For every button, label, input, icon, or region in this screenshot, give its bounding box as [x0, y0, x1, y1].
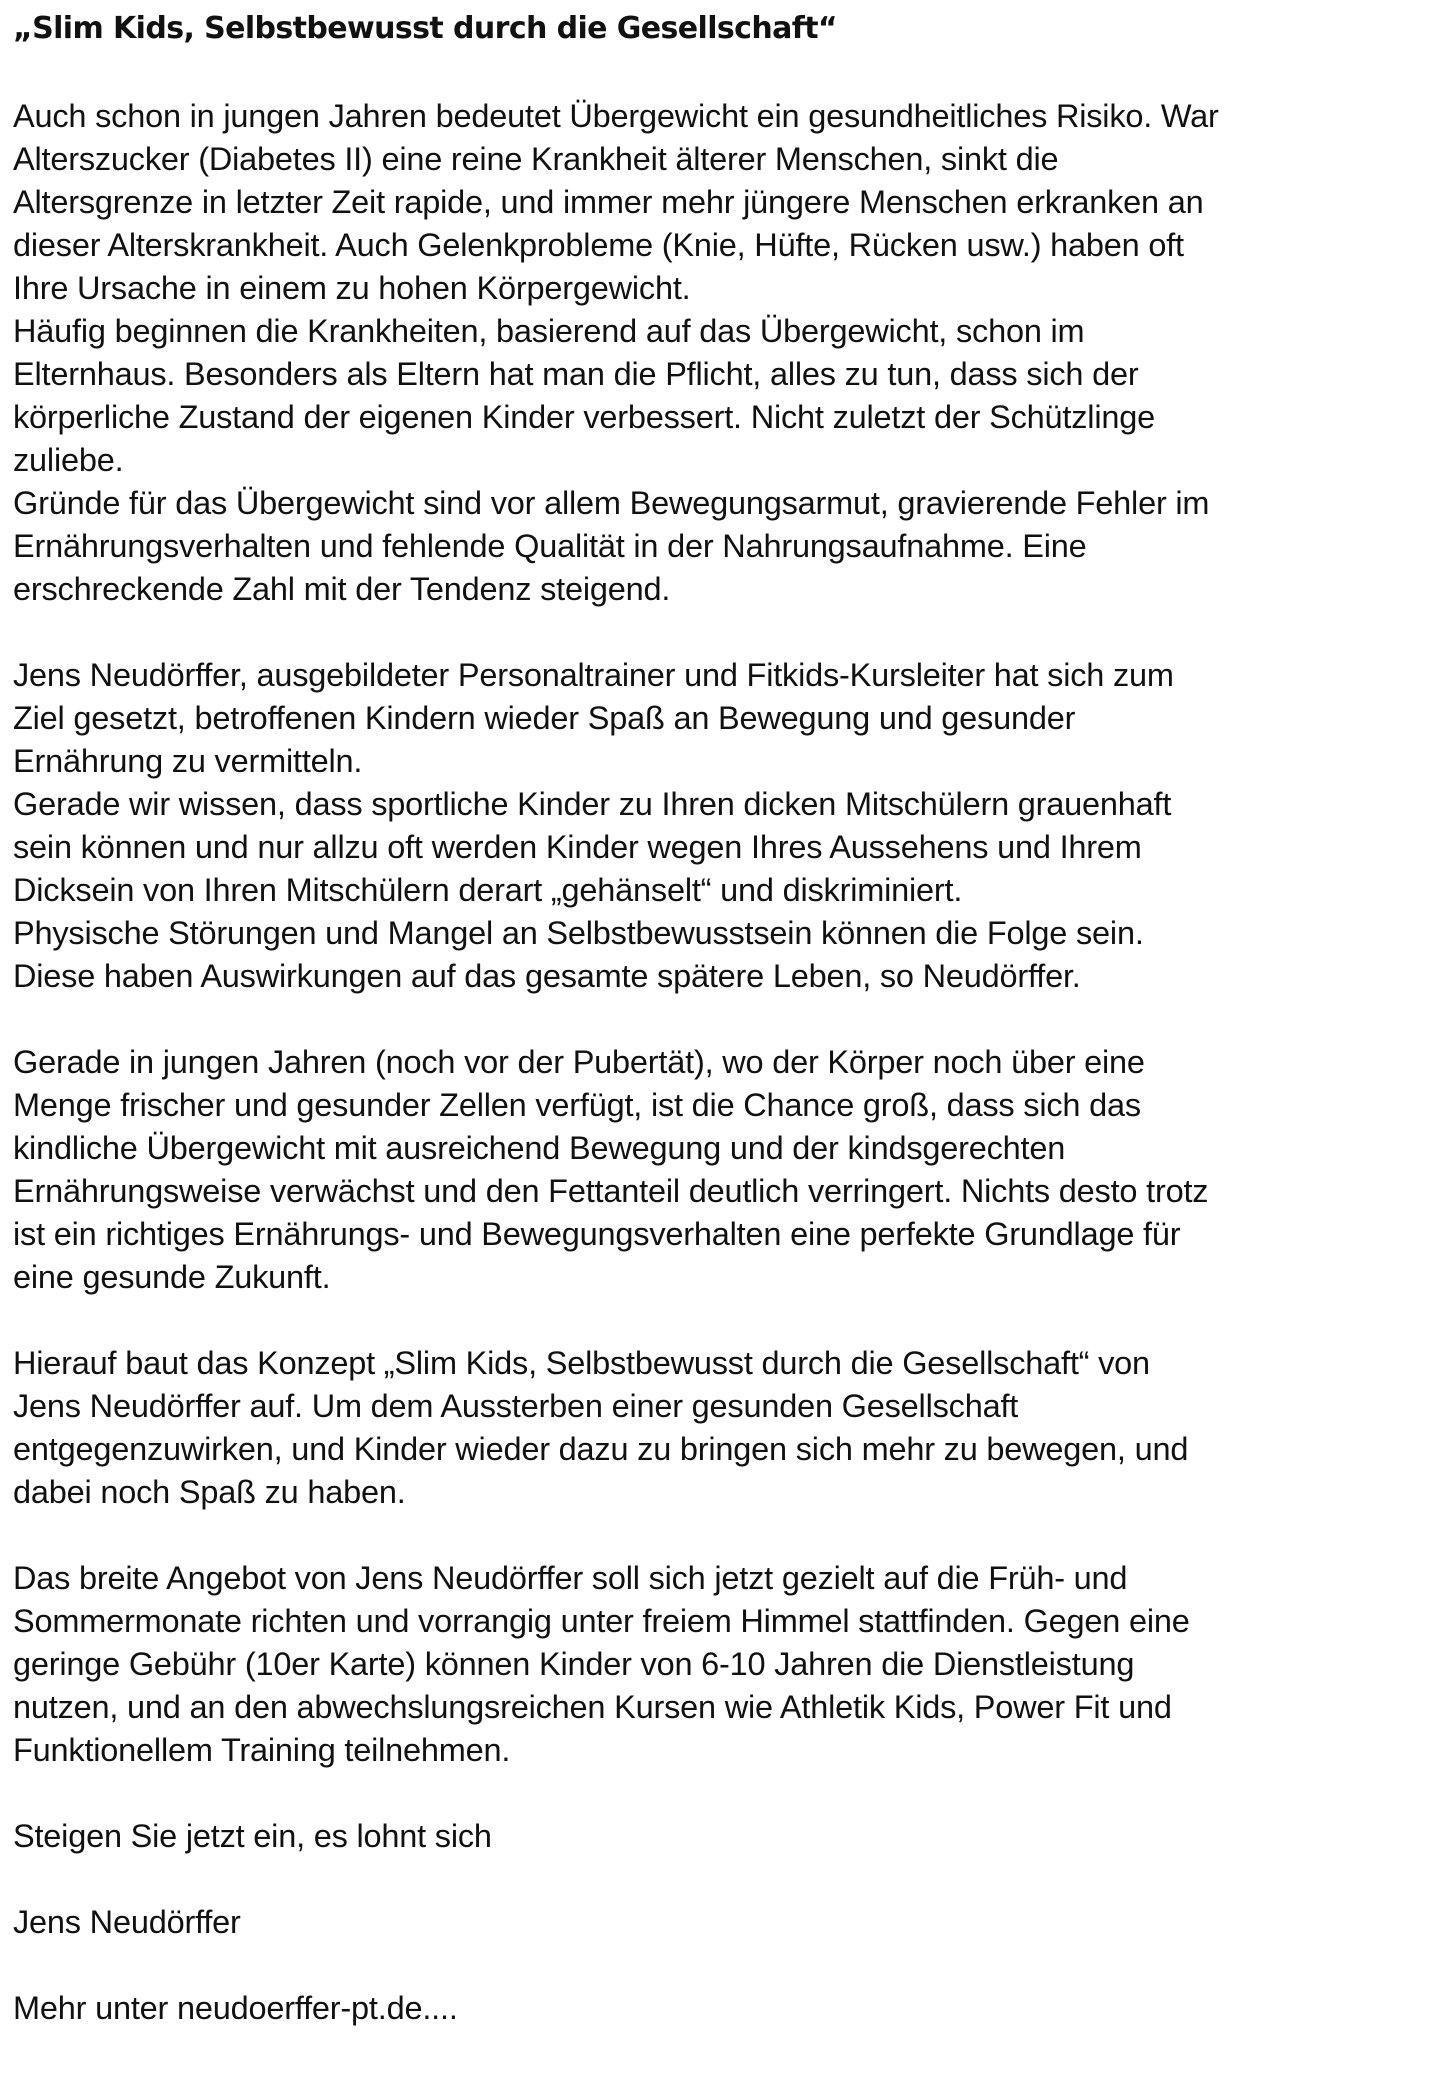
text-line: Steigen Sie jetzt ein, es lohnt sich	[13, 1818, 492, 1854]
text-line: Ziel gesetzt, betroffenen Kindern wieder Spaß an Bewegung und gesunder	[13, 700, 1076, 736]
text-line: Altersgrenze in letzter Zeit rapide, und immer mehr jüngere Menschen erkranken an	[13, 184, 1204, 220]
paragraph-concept	[13, 1342, 1423, 1514]
paragraph-signature	[13, 1901, 1423, 1944]
text-line: Jens Neudörffer auf. Um dem Aussterben einer gesunden Gesellschaft	[13, 1388, 1019, 1424]
text-line: Ernährung zu vermitteln.	[13, 743, 363, 779]
paragraph-young-years	[13, 1041, 1423, 1299]
text-line: Funktionellem Training teilnehmen.	[13, 1732, 511, 1768]
text-line: Häufig beginnen die Krankheiten, basierend auf das Übergewicht, schon im	[13, 313, 1085, 349]
text-line: eine gesunde Zukunft.	[13, 1259, 331, 1295]
text-line: Gerade wir wissen, dass sportliche Kinder zu Ihren dicken Mitschülern grauenhaft	[13, 786, 1172, 822]
text-line: sein können und nur allzu oft werden Kinder wegen Ihres Aussehens und Ihrem	[13, 829, 1142, 865]
text-line: kindliche Übergewicht mit ausreichend Bewegung und der kindsgerechten	[13, 1130, 1066, 1166]
text-line: Jens Neudörffer, ausgebildeter Personaltrainer und Fitkids-Kursleiter hat sich zum	[13, 657, 1174, 693]
text-line: Jens Neudörffer	[13, 1904, 241, 1940]
text-line: Das breite Angebot von Jens Neudörffer soll sich jetzt gezielt auf die Früh- und	[13, 1560, 1128, 1596]
document-title: „Slim Kids, Selbstbewusst durch die Gesellschaft“	[13, 11, 838, 46]
text-line: dabei noch Spaß zu haben.	[13, 1474, 406, 1510]
text-line: zuliebe.	[13, 442, 124, 478]
text-line: Gründe für das Übergewicht sind vor allem Bewegungsarmut, gravierende Fehler im	[13, 485, 1210, 521]
text-line: geringe Gebühr (10er Karte) können Kinder von 6-10 Jahren die Dienstleistung	[13, 1646, 1135, 1682]
text-line: Hierauf baut das Konzept „Slim Kids, Selbstbewusst durch die Gesellschaft“ von	[13, 1345, 1150, 1381]
paragraph-call-to-action	[13, 1815, 1423, 1858]
text-line: Mehr unter neudoerffer-pt.de....	[13, 1990, 458, 2026]
text-line: Ihre Ursache in einem zu hohen Körpergewicht.	[13, 270, 691, 306]
text-line: Menge frischer und gesunder Zellen verfügt, ist die Chance groß, dass sich das	[13, 1087, 1141, 1123]
text-line: dieser Alterskrankheit. Auch Gelenkprobleme (Knie, Hüfte, Rücken usw.) haben oft	[13, 227, 1184, 263]
text-line: Elternhaus. Besonders als Eltern hat man die Pflicht, alles zu tun, dass sich der	[13, 356, 1139, 392]
document-body	[13, 95, 1423, 2073]
paragraph-trainer-goal	[13, 654, 1423, 998]
text-line: Diese haben Auswirkungen auf das gesamte spätere Leben, so Neudörffer.	[13, 958, 1081, 994]
paragraph-offer	[13, 1557, 1423, 1772]
text-line: nutzen, und an den abwechslungsreichen Kursen wie Athletik Kids, Power Fit und	[13, 1689, 1172, 1725]
text-line: erschreckende Zahl mit der Tendenz steigend.	[13, 571, 671, 607]
text-line: Ernährungsverhalten und fehlende Qualität in der Nahrungsaufnahme. Eine	[13, 528, 1087, 564]
text-line: Ernährungsweise verwächst und den Fettanteil deutlich verringert. Nichts desto trotz	[13, 1173, 1209, 1209]
text-line: Sommermonate richten und vorrangig unter freiem Himmel stattfinden. Gegen eine	[13, 1603, 1190, 1639]
text-line: Gerade in jungen Jahren (noch vor der Pubertät), wo der Körper noch über eine	[13, 1044, 1145, 1080]
text-line: ist ein richtiges Ernährungs- und Bewegungsverhalten eine perfekte Grundlage für	[13, 1216, 1181, 1252]
text-line: Dicksein von Ihren Mitschülern derart „gehänselt“ und diskriminiert.	[13, 872, 963, 908]
paragraph-website	[13, 1987, 1423, 2030]
text-line: Physische Störungen und Mangel an Selbstbewusstsein können die Folge sein.	[13, 915, 1144, 951]
text-line: Auch schon in jungen Jahren bedeutet Übergewicht ein gesundheitliches Risiko. War	[13, 98, 1219, 134]
text-line: körperliche Zustand der eigenen Kinder verbessert. Nicht zuletzt der Schützlinge	[13, 399, 1155, 435]
paragraph-health-risk	[13, 95, 1423, 611]
text-line: entgegenzuwirken, und Kinder wieder dazu zu bringen sich mehr zu bewegen, und	[13, 1431, 1189, 1467]
text-line: Alterszucker (Diabetes II) eine reine Krankheit älterer Menschen, sinkt die	[13, 141, 1059, 177]
